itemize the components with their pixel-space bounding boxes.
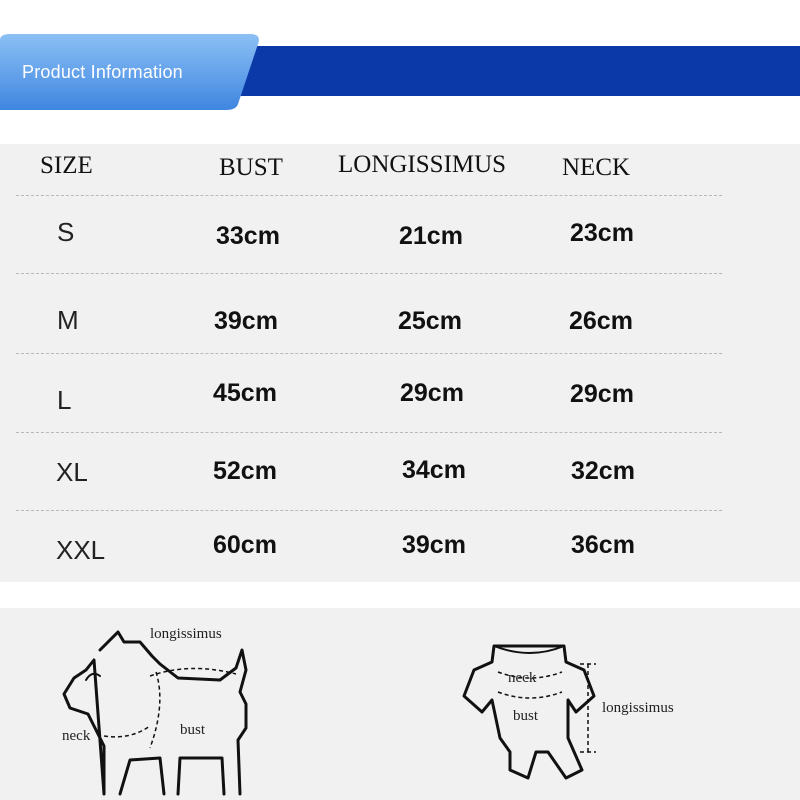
banner-bar <box>200 46 800 96</box>
size-cell: S <box>57 217 75 247</box>
size-cell: M <box>57 305 79 335</box>
row-divider <box>16 432 722 433</box>
banner-title: Product Information <box>22 62 183 82</box>
col-header-longissimus: LONGISSIMUS <box>338 151 507 178</box>
row-divider <box>16 510 722 511</box>
longissimus-cell: 34cm <box>402 456 466 484</box>
row-divider <box>16 195 722 196</box>
neck-cell: 26cm <box>569 307 633 335</box>
neck-cell: 32cm <box>571 457 635 485</box>
dog-neck-line <box>104 726 150 737</box>
product-info-banner <box>0 0 800 125</box>
longissimus-cell: 29cm <box>400 379 464 407</box>
garment-bust-line <box>498 692 562 698</box>
dog-label-neck: neck <box>62 728 91 744</box>
dog-bust-line <box>150 672 160 748</box>
longissimus-cell: 25cm <box>398 307 462 335</box>
bust-cell: 52cm <box>213 457 277 485</box>
bust-cell: 33cm <box>216 222 280 250</box>
col-header-neck: NECK <box>562 154 631 181</box>
garment-label-neck: neck <box>508 670 537 686</box>
measurement-illustration <box>0 608 800 800</box>
garment-label-longissimus: longissimus <box>602 700 674 716</box>
size-cell: L <box>57 385 72 415</box>
neck-cell: 29cm <box>570 380 634 408</box>
col-header-size: SIZE <box>40 152 93 179</box>
dog-label-bust: bust <box>180 722 206 738</box>
measurement-diagram <box>0 608 800 800</box>
dog-longissimus-line <box>150 668 236 676</box>
neck-cell: 23cm <box>570 219 634 247</box>
longissimus-cell: 21cm <box>399 222 463 250</box>
bust-cell: 45cm <box>213 379 277 407</box>
size-cell: XL <box>56 457 88 487</box>
bust-cell: 60cm <box>213 531 277 559</box>
garment-label-bust: bust <box>513 708 539 724</box>
col-header-bust: BUST <box>219 154 283 181</box>
row-divider <box>16 273 722 274</box>
dog-label-longissimus: longissimus <box>150 626 222 642</box>
bust-cell: 39cm <box>214 307 278 335</box>
size-table <box>0 144 800 582</box>
longissimus-cell: 39cm <box>402 531 466 559</box>
dog-outline-icon <box>64 632 246 794</box>
size-cell: XXL <box>56 535 106 565</box>
row-divider <box>16 353 722 354</box>
neck-cell: 36cm <box>571 531 635 559</box>
